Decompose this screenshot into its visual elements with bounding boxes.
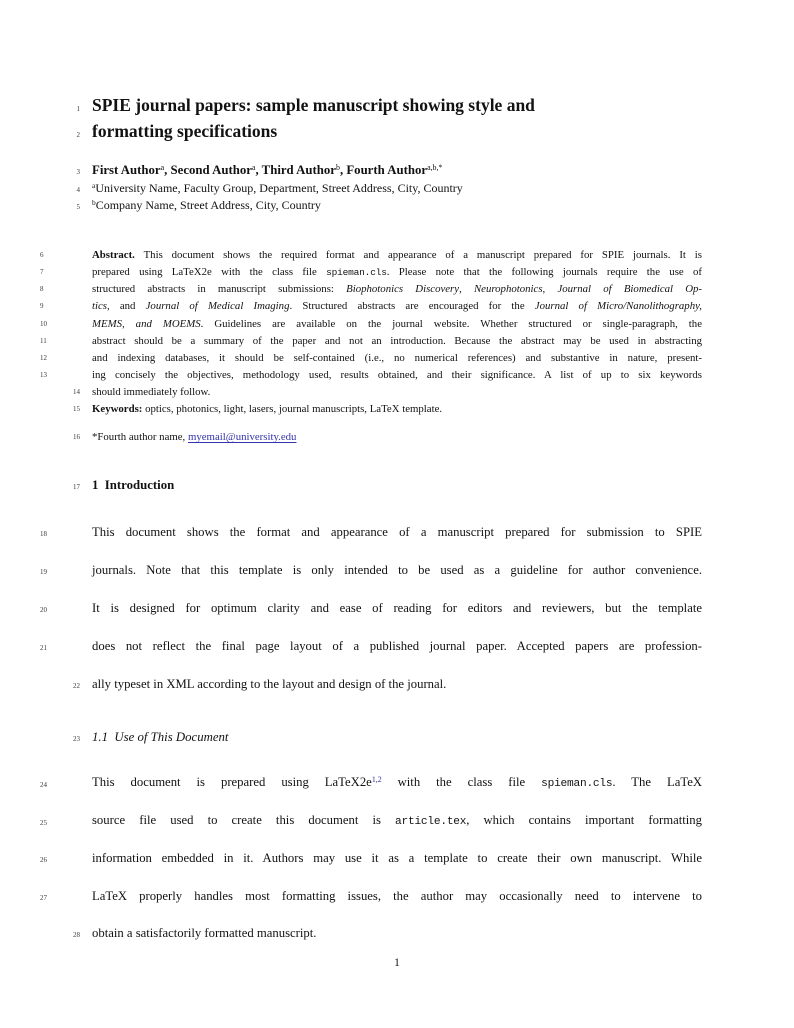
line-9-abstract [40,300,702,313]
affiliation-superscript: a [160,163,165,173]
text-segment: journals. Note that this template is only intended to be used as a guideline for author convenience. [92,563,702,577]
line-number: 27 [40,893,47,902]
line-number: 4 [76,185,80,194]
text-segment: SPIE journal papers: sample manuscript showing style and [92,95,535,115]
line-number: 23 [73,734,80,743]
line-23-subsection-heading-use-of-this-document [73,730,702,745]
line-24-body [40,775,702,791]
text-segment: LaTeX properly handles most formatting issues, the author may occasionally need to intervene to [92,889,702,903]
text-segment: , Third Author [255,163,336,177]
text-segment: . The LaTeX [612,775,702,789]
line-13-abstract [40,369,702,382]
line-27-body [40,889,702,904]
line-number: 16 [73,433,80,442]
text-segment: . Structured abstracts are encouraged for the [289,300,535,312]
line-number: 12 [40,354,47,363]
line-3-author-list [76,163,702,178]
line-number: 22 [73,681,80,690]
text-segment: . Guidelines are available on the journal website. Whether structured or single-paragraph, the [200,318,702,330]
line-2-paper-title [76,121,702,141]
text-segment: , and [107,300,146,312]
text-segment: Biophotonics Discovery [346,283,460,295]
line-number: 15 [73,405,80,414]
email-link[interactable]: myemail@university.edu [187,431,297,443]
text-segment: Keywords: [92,403,143,415]
text-segment: formatting specifications [92,121,278,141]
line-number: 2 [76,131,80,140]
text-segment: , Second Author [164,163,252,177]
text-segment: 1.1 Use of This Document [92,730,229,744]
line-12-abstract [40,352,702,365]
text-segment: This document is prepared using LaTeX2e [92,775,372,789]
line-6-abstract [40,249,702,262]
text-segment: and indexing databases, it should be self-contained (i.e., no numerical references) and substantive in nature, present- [92,352,702,364]
line-16-corresponding-author [73,431,702,444]
text-segment: tics [92,300,107,312]
text-segment: information embedded in it. Authors may use it as a template to create their own manuscript. While [92,851,702,865]
affiliation-superscript: a,b,* [427,163,443,173]
affiliation-superscript: a [92,181,96,191]
line-number: 6 [40,251,44,260]
text-segment: with the class file [381,775,542,789]
line-number: 28 [73,930,80,939]
line-14-abstract [73,386,702,399]
line-11-abstract [40,335,702,348]
line-1-paper-title [76,95,702,115]
text-segment: spieman.cls [541,778,613,790]
line-5-affiliation-b [76,198,702,213]
text-segment: *Fourth author name, [92,431,188,443]
text-segment: , which contains important formatting [466,813,702,827]
text-segment: , Fourth Author [339,163,428,177]
line-number: 5 [76,202,80,211]
text-segment: ally typeset in XML according to the layout and design of the journal. [92,677,447,691]
text-segment: This document shows the required format and appearance of a manuscript prepared for SPIE journals. It is [134,249,702,261]
line-19-body [40,563,702,578]
text-segment: Journal of Biomedical Op- [557,283,702,295]
line-26-body [40,851,702,866]
affiliation-superscript: b [335,163,340,173]
text-segment: article.tex [395,816,467,828]
line-number: 25 [40,818,47,827]
text-segment: source file used to create this document is [92,813,396,827]
text-segment: First Author [92,163,161,177]
text-segment: Abstract. [92,249,135,261]
text-segment: This document shows the format and appearance of a manuscript prepared for submission to SPIE [92,525,702,539]
line-4-affiliation-a [76,181,702,196]
text-segment: 1 Introduction [92,478,175,492]
line-number: 13 [40,371,47,380]
line-17-section-heading-introduction [73,478,702,493]
text-segment: , [459,283,474,295]
text-segment: structured abstracts in manuscript submissions: [92,283,347,295]
line-number: 20 [40,605,47,614]
text-segment: Journal of Medical Imaging [145,300,290,312]
text-segment: Journal of Micro/Nanolithography, [534,300,702,312]
text-segment: optics, photonics, light, lasers, journal manuscripts, LaTeX template. [142,403,443,415]
line-number: 3 [76,167,80,176]
text-segment: spieman.cls [326,267,387,278]
line-number: 11 [40,337,47,346]
text-segment: obtain a satisfactorily formatted manuscript. [92,926,317,940]
line-21-body [40,639,702,654]
line-number: 8 [40,285,44,294]
line-number: 9 [40,302,44,311]
affiliation-superscript: a [251,163,256,173]
line-number: 26 [40,855,47,864]
text-segment: It is designed for optimum clarity and ease of reading for editors and reviewers, but the template [92,601,702,615]
text-segment: University Name, Faculty Group, Department, Street Address, City, Country [95,181,463,195]
page-number: 1 [394,957,400,969]
line-28-body [73,926,702,941]
text-segment: . Please note that the following journals require the use of [386,266,702,278]
line-number: 1 [76,105,80,114]
text-segment: prepared using LaTeX2e with the class file [92,266,327,278]
text-segment: ing concisely the objectives, methodology used, results obtained, and their significance. A list of up to six keywords [92,369,702,381]
line-10-abstract [40,318,702,331]
line-15-keywords [73,403,702,416]
line-number: 7 [40,268,44,277]
line-number: 14 [73,388,80,397]
line-number: 19 [40,567,47,576]
line-number: 24 [40,780,47,789]
line-25-body [40,813,702,829]
line-7-abstract [40,266,702,279]
line-20-body [40,601,702,616]
citation-reference: 1,2 [371,775,382,785]
text-segment: , [542,283,558,295]
line-18-body [40,525,702,540]
line-22-body [73,677,702,692]
line-number: 18 [40,529,47,538]
line-number: 10 [40,320,47,329]
affiliation-superscript: b [92,198,96,208]
line-8-abstract [40,283,702,296]
text-segment: abstract should be a summary of the paper and not an introduction. Because the abstract may be used in abstracting [92,335,702,347]
text-segment: Neurophotonics [473,283,543,295]
text-segment: does not reflect the final page layout of a published journal paper. Accepted papers are profession- [92,639,702,653]
line-number: 21 [40,643,47,652]
text-segment: Company Name, Street Address, City, Country [95,198,321,212]
text-segment: should immediately follow. [92,386,211,398]
text-segment: MEMS, and MOEMS [92,318,201,330]
line-number: 17 [73,482,80,491]
